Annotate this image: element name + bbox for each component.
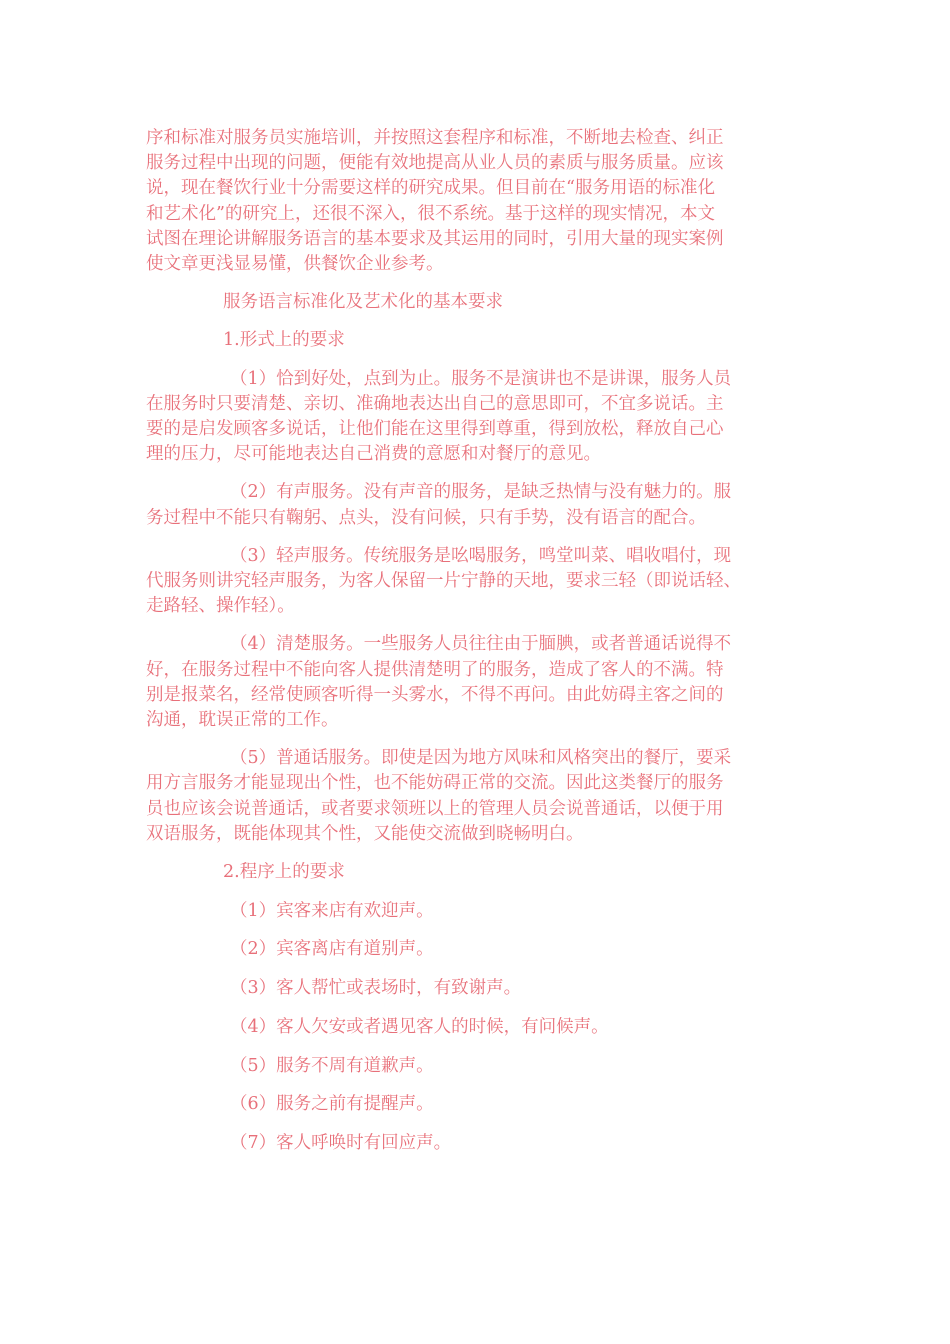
text-line: 说，现在餐饮行业十分需要这样的研究成果。但目前在“服务用语的标准化 bbox=[146, 178, 715, 199]
part1-heading: 1.形式上的要求 bbox=[223, 330, 345, 351]
text-line: 好，在服务过程中不能向客人提供清楚明了的服务，造成了客人的不满。特 bbox=[146, 659, 724, 680]
part1-item-2 bbox=[146, 480, 826, 530]
text-line: 沟通，耽误正常的工作。 bbox=[146, 710, 339, 731]
text-line: 用方言服务才能显现出个性，也不能妨碍正常的交流。因此这类餐厅的服务 bbox=[146, 773, 724, 794]
part1-item-5 bbox=[146, 746, 826, 847]
part2-item-1: （1）宾客来店有欢迎声。 bbox=[230, 900, 434, 921]
text-line: （1）恰到好处，点到为止。服务不是演讲也不是讲课，服务人员 bbox=[230, 368, 732, 389]
part2-item-3: （3）客人帮忙或表场时，有致谢声。 bbox=[230, 978, 522, 999]
text-line: 双语服务，既能体现其个性，又能使交流做到晓畅明白。 bbox=[146, 823, 584, 844]
document-page bbox=[146, 126, 826, 1156]
part2-item-7: （7）客人呼唤时有回应声。 bbox=[230, 1133, 452, 1153]
text-line: （4）清楚服务。一些服务人员往往由于腼腆，或者普通话说得不 bbox=[230, 634, 732, 655]
part2-item-2: （2）宾客离店有道别声。 bbox=[230, 939, 434, 960]
part1-item-3 bbox=[146, 544, 826, 620]
section-title: 服务语言标准化及艺术化的基本要求 bbox=[223, 292, 503, 313]
part2-item-5: （5）服务不周有道歉声。 bbox=[230, 1055, 434, 1076]
text-line: 理的压力，尽可能地表达自己消费的意愿和对餐厅的意见。 bbox=[146, 444, 601, 465]
intro-paragraph bbox=[146, 126, 826, 277]
text-line: 试图在理论讲解服务语言的基本要求及其运用的同时，引用大量的现实案例 bbox=[146, 228, 724, 249]
text-line: 走路轻、操作轻）。 bbox=[146, 596, 295, 617]
text-line: 在服务时只要清楚、亲切、准确地表达出自己的意思即可，不宜多说话。主 bbox=[146, 393, 724, 414]
text-line: 使文章更浅显易懂，供餐饮企业参考。 bbox=[146, 254, 444, 275]
text-line: （3）轻声服务。传统服务是吆喝服务，鸣堂叫菜、唱收唱付，现 bbox=[230, 545, 732, 566]
part1-item-1 bbox=[146, 367, 826, 468]
text-line: 代服务则讲究轻声服务，为客人保留一片宁静的天地，要求三轻（即说话轻、 bbox=[146, 571, 741, 592]
part2-item-6: （6）服务之前有提醒声。 bbox=[230, 1094, 434, 1115]
text-line: （2）有声服务。没有声音的服务，是缺乏热情与没有魅力的。服 bbox=[230, 482, 732, 503]
part2-item-4: （4）客人欠安或者遇见客人的时候，有问候声。 bbox=[230, 1016, 609, 1037]
text-line: （5）普通话服务。即使是因为地方风味和风格突出的餐厅，要采 bbox=[230, 748, 732, 769]
text-line: 要的是启发顾客多说话，让他们能在这里得到尊重，得到放松，释放自己心 bbox=[146, 419, 724, 440]
part2-heading: 2.程序上的要求 bbox=[223, 862, 345, 883]
part1-item-4 bbox=[146, 632, 826, 733]
text-line: 员也应该会说普通话，或者要求领班以上的管理人员会说普通话，以便于用 bbox=[146, 798, 724, 819]
text-line: 务过程中不能只有鞠躬、点头，没有问候，只有手势，没有语言的配合。 bbox=[146, 507, 706, 528]
text-line: 服务过程中出现的问题，便能有效地提高从业人员的素质与服务质量。应该 bbox=[146, 153, 724, 174]
text-line: 别是报菜名，经常使顾客听得一头雾水，不得不再问。由此妨碍主客之间的 bbox=[146, 684, 724, 705]
text-line: 序和标准对服务员实施培训，并按照这套程序和标准，不断地去检查、纠正 bbox=[146, 128, 724, 148]
text-line: 和艺术化”的研究上，还很不深入，很不系统。基于这样的现实情况，本文 bbox=[146, 203, 715, 224]
